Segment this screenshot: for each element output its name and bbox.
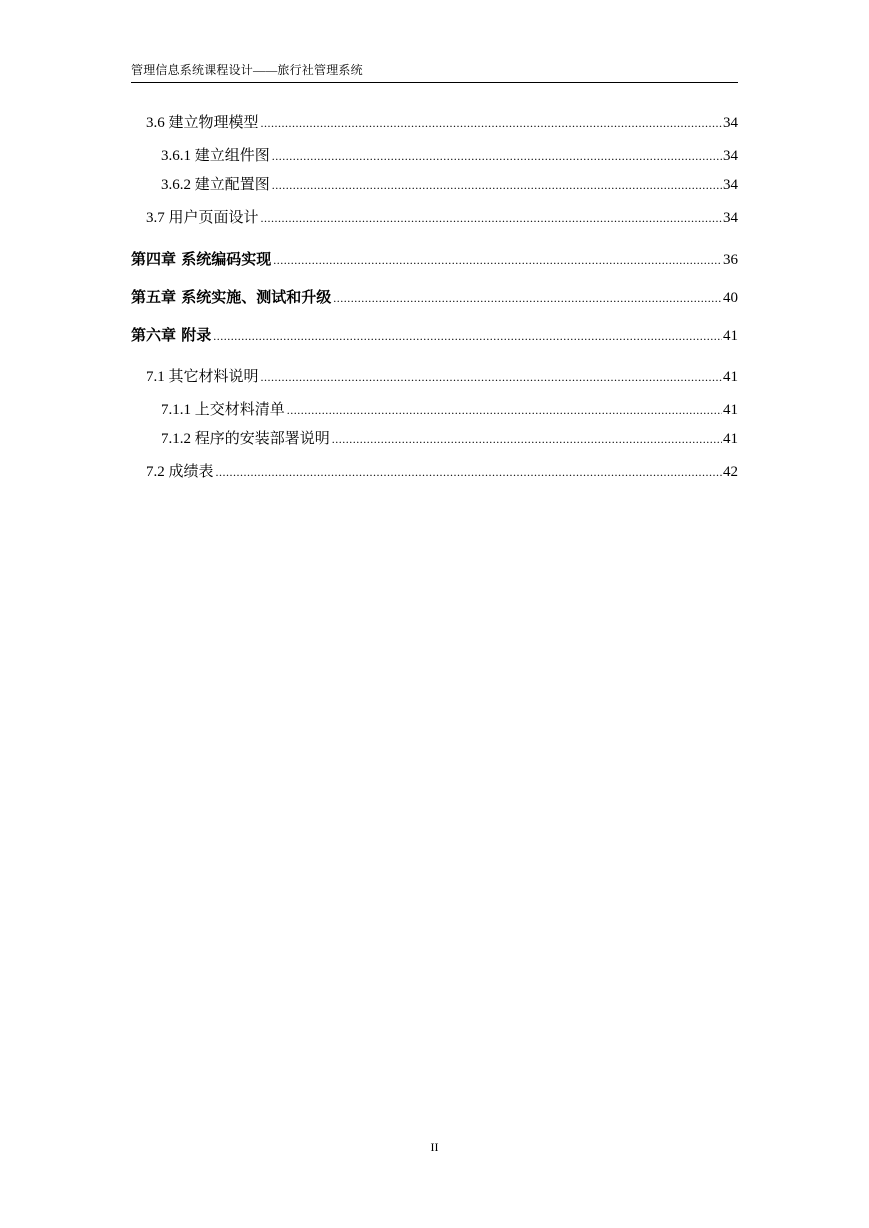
toc-entry-label: 7.1 其它材料说明: [146, 369, 259, 385]
toc-entry-label: 第四章 系统编码实现: [131, 250, 272, 268]
toc-entry[interactable]: [146, 461, 738, 483]
toc-entry-page: 41: [723, 369, 738, 385]
page-number: II: [430, 1140, 439, 1154]
dot-leader: [273, 249, 722, 271]
running-title: 管理信息系统课程设计——旅行社管理系统: [131, 63, 363, 77]
dot-leader: [213, 325, 722, 347]
toc-entry-label: 第五章 系统实施、测试和升级: [131, 288, 332, 306]
toc-entry[interactable]: [161, 174, 738, 196]
toc-entry-chapter[interactable]: [131, 248, 738, 270]
toc-entry-label: 7.2 成绩表: [146, 464, 214, 480]
toc-entry-page: 42: [723, 464, 738, 480]
toc-entry[interactable]: [161, 399, 738, 421]
toc-entry-label: 3.7 用户页面设计: [146, 210, 259, 226]
toc-entry[interactable]: [161, 145, 738, 167]
toc-entry-page: 34: [723, 148, 738, 164]
toc-entry-label: 7.1.1 上交材料清单: [161, 402, 285, 418]
toc-entry-chapter[interactable]: [131, 324, 738, 346]
toc-entry-label: 3.6.1 建立组件图: [161, 148, 270, 164]
toc-entry-label: 7.1.2 程序的安装部署说明: [161, 431, 330, 447]
dot-leader: [216, 461, 722, 483]
dot-leader: [333, 287, 722, 309]
toc-entry-label: 3.6 建立物理模型: [146, 115, 259, 131]
toc-entry-page: 41: [723, 328, 738, 344]
toc-entry[interactable]: [146, 207, 738, 229]
toc-entry-page: 40: [723, 290, 738, 306]
dot-leader: [332, 428, 722, 450]
dot-leader: [272, 145, 722, 167]
dot-leader: [287, 399, 722, 421]
dot-leader: [261, 112, 722, 134]
toc-entry[interactable]: [161, 428, 738, 450]
dot-leader: [261, 207, 722, 229]
toc-entry-label: 3.6.2 建立配置图: [161, 177, 270, 193]
toc-entry-chapter[interactable]: [131, 286, 738, 308]
toc-entry-label: 第六章 附录: [131, 326, 212, 344]
toc-entry-page: 34: [723, 115, 738, 131]
toc-entry-page: 36: [723, 252, 738, 268]
dot-leader: [261, 366, 722, 388]
toc-entry[interactable]: [146, 112, 738, 134]
toc-entry-page: 34: [723, 210, 738, 226]
toc-entry-page: 34: [723, 177, 738, 193]
dot-leader: [272, 174, 722, 196]
toc-entry-page: 41: [723, 402, 738, 418]
toc-entry-page: 41: [723, 431, 738, 447]
toc-entry[interactable]: [146, 366, 738, 388]
